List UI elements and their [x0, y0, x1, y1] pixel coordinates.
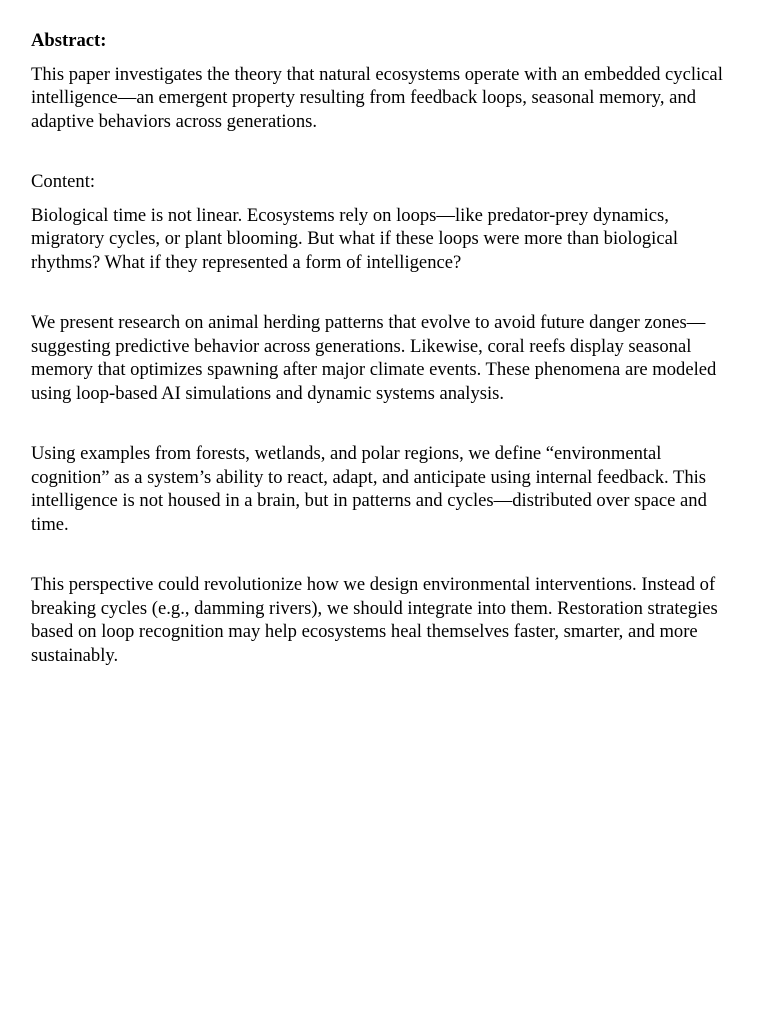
- document-page: [31, 29, 736, 667]
- content-label: Content:: [31, 171, 96, 192]
- abstract-paragraph: This paper investigates the theory that natural ecosystems operate with an embedded cyclical intelligence—an emergent property resulting from feedback loops, seasonal memory, and adaptive behaviors across generations.: [31, 63, 723, 132]
- body-paragraph-3: Using examples from forests, wetlands, and polar regions, we define “environmental cognition” as a system’s ability to react, adapt, and anticipate using internal feedback. This intelligence is not housed in a brain, but in patterns and cycles—distributed over space and time.: [31, 443, 707, 535]
- body-paragraph-1: Biological time is not linear. Ecosystems rely on loops—like predator-prey dynamics, migratory cycles, or plant blooming. But what if these loops were more than biological rhythms? What if they represented a form of intelligence?: [31, 204, 679, 273]
- body-paragraph-2: We present research on animal herding patterns that evolve to avoid future danger zones—suggesting predictive behavior across generations. Likewise, coral reefs display seasonal memory that optimizes spawning after major climate events. These phenomena are modeled using loop-based AI simulations and dynamic systems analysis.: [31, 312, 717, 404]
- abstract-heading: Abstract:: [31, 30, 107, 51]
- body-paragraph-4: This perspective could revolutionize how we design environmental interventions. Instead of breaking cycles (e.g., damming rivers), we should integrate into them. Restoration strategies based on loop recognition may help ecosystems heal themselves faster, smarter, and more sustainably.: [31, 574, 718, 666]
